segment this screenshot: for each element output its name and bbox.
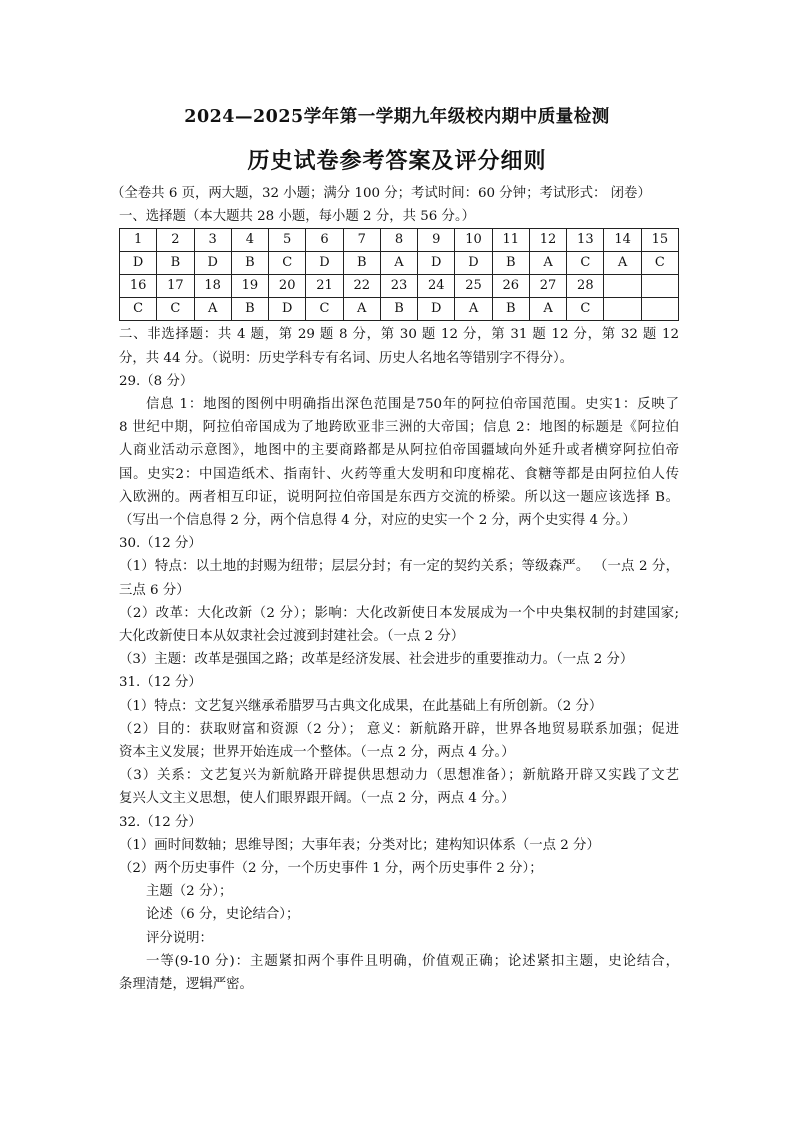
question-number-cell: 24 (418, 275, 455, 298)
q29-scoring: （写出一个信息得 2 分，两个信息得 4 分，对应的史实一个 2 分，两个史实得 4 分。） (119, 513, 636, 529)
answer-cell: D (418, 252, 455, 275)
q32-grade-line: 一等(9-10 分)：主题紧扣两个事件且明确，价值观正确；论述紧扣主题，史论结合， (146, 953, 679, 969)
answer-cell: B (380, 298, 417, 321)
answer-cell: A (529, 252, 566, 275)
q32-theme: 主题（2 分）； (146, 884, 233, 900)
question-number-cell: 23 (380, 275, 417, 298)
question-number-cell: 25 (455, 275, 492, 298)
section1-heading: 一、选择题（本大题共 28 小题，每小题 2 分，共 56 分。） (119, 209, 476, 225)
answer-cell: A (529, 298, 566, 321)
answer-cell: B (157, 252, 194, 275)
answer-cell (604, 298, 641, 321)
answer-cell: B (231, 298, 268, 321)
q31-line: 复兴人文主义思想，使人们眼界跟开阔。（一点 2 分，两点 4 分。） (119, 791, 515, 807)
answer-row (120, 252, 679, 275)
answer-cell: B (492, 252, 529, 275)
question-number-cell: 7 (343, 229, 380, 252)
q30-line: 三点 6 分） (119, 582, 190, 598)
q29-line: 入欧洲的。两者相互印证，说明阿拉伯帝国是东西方交流的桥梁。所以这一题应该选择 B。 (119, 489, 679, 505)
answer-cell: C (567, 298, 604, 321)
answer-cell: A (380, 252, 417, 275)
q31-label: 31.（12 分） (119, 675, 202, 691)
question-number-cell: 8 (380, 229, 417, 252)
answer-cell: D (455, 252, 492, 275)
answer-cell: A (194, 298, 231, 321)
q30-line: （2）改革：大化改新（2 分）；影响：大化改新使日本发展成为一个中央集权制的封建国家; (119, 605, 679, 621)
q29-line: 信息 1：地图的图例中明确指出深色范围是750年的阿拉伯帝国范围。史实1：反映了 (146, 397, 679, 413)
question-number-cell: 15 (641, 229, 678, 252)
document-subtitle: 历史试卷参考答案及评分细则 (247, 148, 547, 174)
document-title: 2024—2025学年第一学期九年级校内期中质量检测 (184, 107, 610, 127)
answer-cell: B (343, 252, 380, 275)
question-number-cell: 6 (306, 229, 343, 252)
question-number-cell: 1 (120, 229, 157, 252)
answer-row (120, 298, 679, 321)
q32-line: （2）两个历史事件（2 分，一个历史事件 1 分，两个历史事件 2 分）； (119, 861, 543, 877)
question-number-cell: 5 (269, 229, 306, 252)
answer-cell: C (269, 252, 306, 275)
q29-line: 国。史实2：中国造纸术、指南针、火药等重大发明和印度棉花、食糖等都是由阿拉伯人传 (119, 466, 679, 482)
q32-argument: 论述（6 分，史论结合）； (146, 907, 300, 923)
q29-line: 人商业活动示意图》，地图中的主要商路都是从阿拉伯帝国疆域向外延升或者横穿阿拉伯帝 (119, 443, 679, 459)
q30-label: 30.（12 分） (119, 536, 202, 552)
answer-table (119, 228, 679, 321)
q31-line: （2）目的：获取财富和资源（2 分）； 意义：新航路开辟，世界各地贸易联系加强；促进 (119, 721, 679, 737)
section2-heading-cont: 分，共 44 分。（说明：历史学科专有名词、历史人名地名等错别字不得分）。 (119, 350, 574, 366)
question-number-cell: 13 (567, 229, 604, 252)
answer-cell: D (194, 252, 231, 275)
q32-scoring-note: 评分说明： (146, 930, 213, 946)
q29-label: 29.（8 分） (119, 373, 194, 389)
answer-cell: A (455, 298, 492, 321)
q31-line: 资本主义发展；世界开始连成一个整体。（一点 2 分，两点 4 分。） (119, 745, 515, 761)
question-number-cell: 3 (194, 229, 231, 252)
question-number-cell: 28 (567, 275, 604, 298)
document-body (111, 182, 679, 996)
question-number-cell: 2 (157, 229, 194, 252)
answer-cell: C (567, 252, 604, 275)
section2-heading: 二、非选择题：共 4 题，第 29 题 8 分，第 30 题 12 分，第 31 题 12 分，第 32 题 12 (119, 327, 679, 343)
question-number-cell (604, 275, 641, 298)
q30-line: （3）主题：改革是强国之路；改革是经济发展、社会进步的重要推动力。（一点 2 分） (119, 652, 634, 668)
exam-info: （全卷共 6 页，两大题，32 小题；满分 100 分；考试时间：60 分钟；考试形式： 闭卷） (111, 186, 651, 201)
q31-line: （1）特点：文艺复兴继承希腊罗马古典文化成果，在此基础上有所创新。（2 分） (119, 698, 603, 714)
question-number-cell: 10 (455, 229, 492, 252)
answer-cell: C (120, 298, 157, 321)
q29-line: 8 世纪中期，阿拉伯帝国成为了地跨欧亚非三洲的大帝国；信息 2：地图的标题是《阿拉伯 (119, 420, 679, 436)
question-number-cell: 17 (157, 275, 194, 298)
question-number-cell: 22 (343, 275, 380, 298)
answer-cell: C (157, 298, 194, 321)
answer-cell: D (120, 252, 157, 275)
answer-cell (641, 298, 678, 321)
question-number-cell: 12 (529, 229, 566, 252)
answer-cell: D (306, 252, 343, 275)
answer-cell: C (306, 298, 343, 321)
question-number-cell: 27 (529, 275, 566, 298)
question-number-row (120, 229, 679, 252)
answer-cell: B (231, 252, 268, 275)
question-number-cell: 4 (231, 229, 268, 252)
question-number-cell: 16 (120, 275, 157, 298)
question-number-cell: 21 (306, 275, 343, 298)
question-number-cell: 18 (194, 275, 231, 298)
question-number-row (120, 275, 679, 298)
answer-cell: C (641, 252, 678, 275)
q30-line: 大化改新使日本从奴隶社会过渡到封建社会。（一点 2 分） (119, 629, 465, 645)
answer-cell: D (418, 298, 455, 321)
q32-line: （1）画时间数轴；思维导图；大事年表；分类对比；建构知识体系（一点 2 分） (119, 837, 600, 853)
answer-cell: B (492, 298, 529, 321)
q30-line: （1）特点：以土地的封赐为纽带；层层分封；有一定的契约关系；等级森严。 （一点 2 分， (119, 559, 679, 575)
question-number-cell: 26 (492, 275, 529, 298)
q32-label: 32.（12 分） (119, 814, 202, 830)
answer-cell: A (604, 252, 641, 275)
question-number-cell: 20 (269, 275, 306, 298)
q31-line: （3）关系：文艺复兴为新航路开辟提供思想动力（思想准备）；新航路开辟又实践了文艺 (119, 768, 679, 784)
answer-cell: A (343, 298, 380, 321)
question-number-cell: 11 (492, 229, 529, 252)
question-number-cell: 14 (604, 229, 641, 252)
question-number-cell: 9 (418, 229, 455, 252)
q32-grade-line-cont: 条理清楚，逻辑严密。 (119, 977, 253, 993)
question-number-cell: 19 (231, 275, 268, 298)
question-number-cell (641, 275, 678, 298)
answer-cell: D (269, 298, 306, 321)
